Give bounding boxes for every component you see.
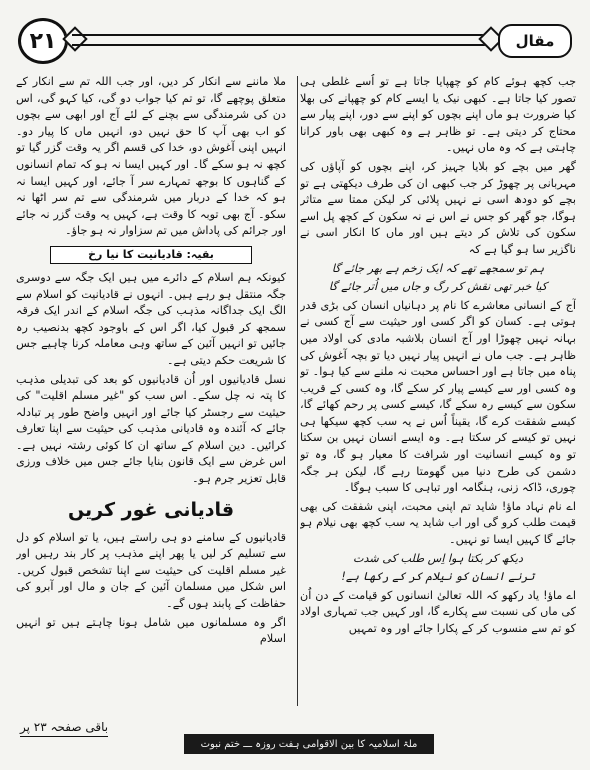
continued-note: باقی صفحہ ۲۳ پر xyxy=(20,720,108,737)
paragraph: قادیانیوں کے سامنے دو ہی راستے ہیں، یا تو اسلام کو دل سے تسلیم کر لیں یا پھر اپنے مذہب پر کار بند رہیں اور غیر مسلم اقلیت کی حیثیت سے اپنا تشخص قبول کریں۔ اس شکل میں مسلمان آئین کے جان و مال اور آبرو کی حفاظت کے پابند ہوں گے۔ xyxy=(16,530,286,611)
verse-line: ترنے انسان کو نیلام کر کے رکھا ہے! xyxy=(341,570,535,584)
paragraph: نسل قادیانیوں اور اُن قادیانیوں کو بعد کی تبدیلی مذہب کا پتہ نہ چل سکے۔ اس سب کو "غیر مسلم اقلیت" کی حیثیت سے رجسٹر کیا جائے اور انہیں واضح طور پر تبادلہ جائے کہ آئندہ وہ قادیانی مذہب کی حیثیت سے اپنا تعارف کرائیں۔ دین اسلام کے ساتھ ان کا کوئی رشتہ نہیں ہے۔ اس غرض سے ایک قانون بنایا جائے جس میں خلاف ورزی قابل تعزیر جرم ہو۔ xyxy=(16,372,286,486)
paragraph: اے ماؤ! یاد رکھو کہ اللہ تعالیٰ انسانوں کو قیامت کے دن اُن کی ماں کی نسبت سے پکارے گا، اور کہیں جب تمہاری اولاد کو تم سے منسوب کر کے پکارا جائے اور وہ تمہیں xyxy=(300,588,576,635)
continuation-subheading: بقیہ: قادیانیت کا نیا رخ xyxy=(50,246,252,264)
section-label: مقال xyxy=(498,24,572,58)
paragraph: کیونکہ ہم اسلام کے دائرے میں ہیں ایک جگہ سے دوسری جگہ منتقل ہو رہے ہیں۔ انہوں نے قادیانیت کو اسلام سے الگ ایک جداگانہ مذہب کی جگہ اسلام کے اندر ایک فرقہ سمجھ کر قبول کیا، اگر اس کے باوجود کچھ بدنصیب رہ جائیں تو انہیں آئین کے ساتھ وہی معاملہ کرنا چاہیے جس کا شریعت حکم دیتی ہے۔ xyxy=(16,270,286,367)
page-header xyxy=(12,4,578,74)
paragraph: گھر میں بچے کو بلایا جہیز کر، اپنے بچوں کو آپاؤں کی مہربانی پر چھوڑ کر جب کبھی ان کی طرف دیکھتی ہے تو بچے کو دودھ اسی نے نہیں پلائی کر لیکن ممتا سے متاثر ہوگا، جو گھر کو جس نے اس نے نہ سکون کے کچھ پل اسے سکون کی تلاش کر دیتے ہیں اور ماں کا انکار اسی نے ناگزیر سا ہو گیا ہے کہ xyxy=(300,159,576,256)
article-heading: قادیانی غور کریں xyxy=(67,498,235,521)
paragraph: اے نام نہاد ماؤ! شاید تم اپنی محبت، اپنی شفقت کی بھی قیمت طلب کرو گی اور اب شاید یہ سب کچھ بھی نیلام ہو جائے گا کہیں ایسا تو نہیں۔ xyxy=(300,499,576,547)
paragraph: اگر وہ مسلمانوں میں شامل ہونا چاہتے ہیں تو انہیں اسلام xyxy=(16,615,286,646)
footer-bar: ملۃ اسلامیہ کا بین الاقوامی ہفت روزہ ـــ ختم نبوت xyxy=(184,734,434,754)
left-column xyxy=(16,74,286,706)
verse-line: ہم تو سمجھے تھے کہ ایک زخم ہے بھر جائے گا xyxy=(331,261,545,275)
page-number: ۲۱ xyxy=(18,18,68,64)
header-rule xyxy=(72,34,488,46)
page xyxy=(6,4,584,764)
verse-line: دیکھ کر بکتا ہوا اِس طلب کی شدت xyxy=(352,551,524,565)
column-divider xyxy=(297,76,298,706)
right-column xyxy=(300,74,576,706)
paragraph: جب کچھ ہوئے کام کو چھپایا جاتا ہے تو اُسے غلطی ہی تصور کیا جاتا ہے۔ کبھی نیک یا ایسے کام کو چھپانے کی بھلا کیا ضرورت ہو ماں اپنے بچوں کو اپنے سے دور، اپنے پیار سے محتاج کر دیتی ہے۔ تو ظاہر ہے وہ کبھی بھی باور کرانا چاہتی ہے کہ وہ ماں نہیں۔ xyxy=(300,75,576,155)
paragraph: ملا ماننے سے انکار کر دیں، اور جب اللہ تم سے انکار کے متعلق پوچھے گا، تو تم کیا جواب دو گی، کیا کہو گی، اس دن کی شرمندگی سے بچنے کے لئے آج اور ابھی سے بچوں کو اب بھی آپ کا حق نہیں دو، انہیں ماں کا پیار دو۔ انہیں اپنی آغوش دو، خدا کی قسم اگر یہ وقت گزر گیا تو کچھ نہ ہو سکے گا۔ اور کہیں ایسا نہ ہو کہ تمام انسانوں کے گناہوں کا بوجھ تمہارے سر آ جائے، اور کہیں ایسا نہ ہو کہ خدا کے دربار میں شرمندگی سے تم سر اٹھا نہ سکو۔ آج بھی توبہ کا وقت ہے، کہیں یہ وقت گزر نہ جائے اور جرائم کی پاداش میں تم سزاوار نہ ہو جاؤ۔ xyxy=(16,75,286,238)
paragraph: آج کے انسانی معاشرے کا نام پر دہانیاں انسان کی بڑی قدر ہوتی ہے۔ کسان کو اگر کسی اور حیثیت سے آج کسی نے بہانہ نہیں چھوڑا اور آج انسان بلاشبہ مادی کی اولاد میں ظاہر ہے۔ جب ماں نے انہیں پیار نہیں دیا تو بچہ آغوش کی پناہ میں جاتا ہے اور احساس محبت نہ ملنے سے کیا ہوا۔ تو وہ کسی اور سے کیسے پیار کر سکے گا، وہ کسی کے قریب سکون سے کیسے رہ سکے گا، کیسے کسی پر رحم کھائے گا، کیسے شفقت کرے گا، یقیناً اُس نے یہ سب کچھ سیکھا ہی نہیں تو کیسے کر سکتا ہے۔ وہ ایسے انسان نہیں بن سکتا تو وہ کیسے انسانیت اور شرافت کا معیار ہو گا، وہ تو دشمن کی طرح دنیا میں گھومتا رہے گا، لیکن ہر جگہ چوری، ڈاکہ زنی، ہنگامہ اور تباہی کا سبب ہوگا۔ xyxy=(300,298,576,495)
verse-line: کیا خبر تھی نقش کر رگ و جاں میں اُتر جائے گا xyxy=(328,280,548,294)
